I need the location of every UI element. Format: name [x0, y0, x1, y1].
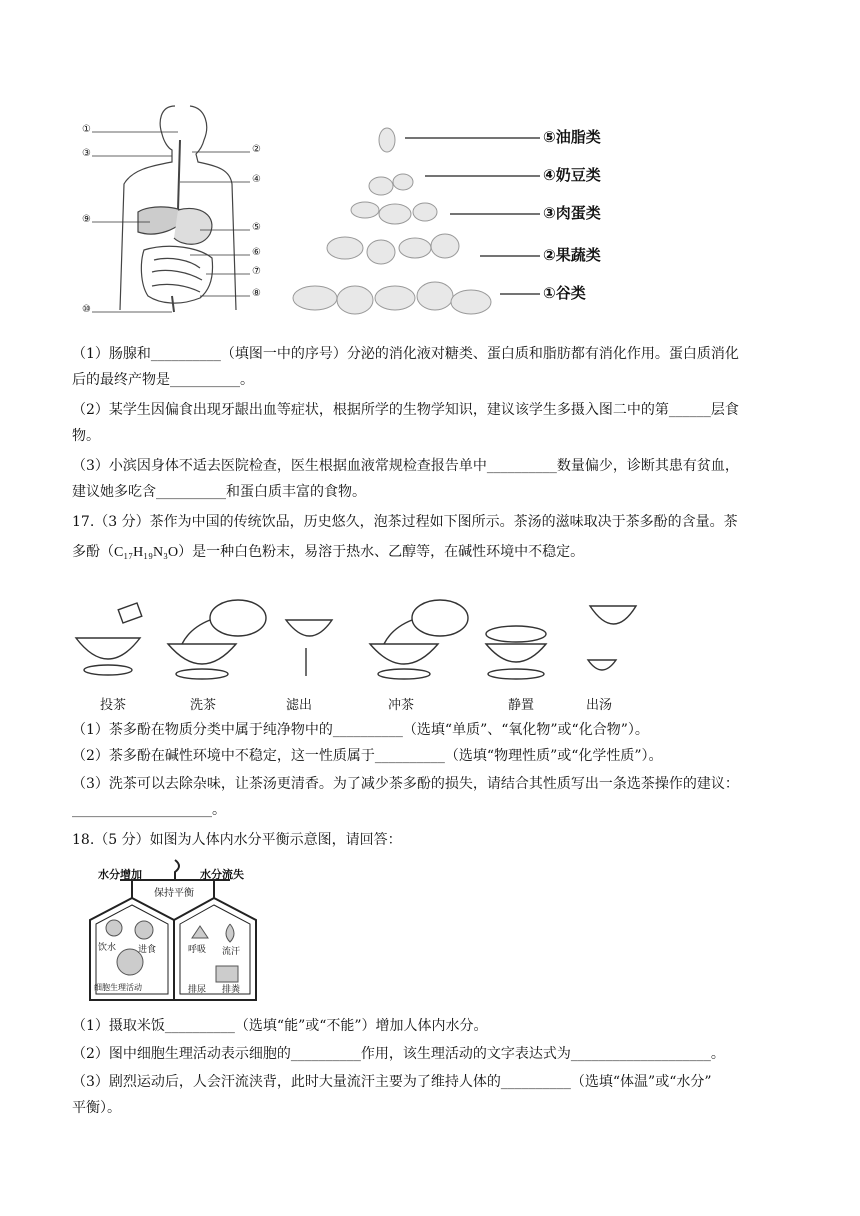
step-chong-cha: 冲茶 — [388, 698, 415, 713]
q17-intro-line2 — [72, 540, 802, 565]
step-xi-cha: 洗茶 — [190, 698, 217, 713]
diagram-center-label: 保持平衡 — [154, 888, 194, 899]
chemical-formula: C₁₇H₁₉N₃O — [114, 545, 179, 560]
q17-part3-line1: （3）洗茶可以去除杂味，让茶汤更清香。为了减少茶多酚的损失，请结合其性质写出一条选茶操作的建议： — [72, 776, 739, 792]
label-6: ⑥ — [252, 247, 261, 258]
q18-part3-line2: 平衡）。 — [72, 1100, 121, 1116]
q16-part2-line1: （2）某学生因偏食出现牙龈出血等症状，根据所学的生物学知识，建议该学生多摄入图二中的第______层食 — [72, 402, 739, 418]
label-9: ⑨ — [82, 214, 91, 225]
water-balance-diagram — [80, 858, 270, 1006]
label-10: ⑩ — [82, 304, 91, 315]
pyramid-label-2: ②果蔬类 — [543, 246, 601, 264]
diagram-left-title: 水分增加 — [98, 868, 142, 881]
diagram-feces: 排粪 — [222, 985, 241, 995]
pyramid-label-4: ④奶豆类 — [543, 166, 601, 184]
q18-part3-line1: （3）剧烈运动后，人会汗流浃背，此时大量流汗主要为了维持人体的__________（选填“体温”或“水分” — [72, 1074, 712, 1090]
q16-part3-line2: 建议她多吃含__________和蛋白质丰富的食物。 — [72, 484, 366, 500]
diagram-breath: 呼吸 — [188, 945, 207, 955]
q17-intro-line1: 17.（3 分）茶作为中国的传统饮品，历史悠久，泡茶过程如下图所示。茶汤的滋味取决于茶多酚的含量。茶 — [72, 514, 738, 530]
diagram-eat: 进食 — [138, 945, 157, 955]
step-chu-tang: 出汤 — [586, 698, 613, 713]
diagram-right-title: 水分流失 — [200, 868, 244, 881]
q17-part2: （2）茶多酚在碱性环境中不稳定，这一性质属于__________（选填“物理性质”或“化学性质”）。 — [72, 748, 663, 764]
pyramid-label-5: ⑤油脂类 — [543, 128, 601, 146]
q18-intro: 18.（5 分）如图为人体内水分平衡示意图，请回答： — [72, 832, 402, 848]
q16-part3-line1: （3）小滨因身体不适去医院检查，医生根据血液常规检查报告单中__________数量偏少，诊断其患有贫血， — [72, 458, 739, 474]
q17-part3-line2: ____________________。 — [72, 802, 226, 818]
diagram-cell-activity: 细胞生理活动 — [94, 983, 142, 992]
tea-process-illustration — [70, 588, 670, 688]
label-5: ⑤ — [252, 222, 261, 233]
q16-part2-line2: 物。 — [72, 428, 100, 444]
label-4: ④ — [252, 174, 261, 185]
label-2: ② — [252, 144, 261, 155]
label-1: ① — [82, 124, 91, 135]
label-8: ⑧ — [252, 288, 261, 299]
label-7: ⑦ — [252, 266, 261, 277]
q18-part1: （1）摄取米饭__________（选填“能”或“不能”）增加人体内水分。 — [72, 1018, 488, 1034]
q17-intro-post: ）是一种白色粉末，易溶于热水、乙醇等，在碱性环境中不稳定。 — [178, 544, 585, 560]
diagram-sweat: 流汗 — [222, 947, 241, 957]
pyramid-label-3: ③肉蛋类 — [543, 204, 601, 222]
label-3: ③ — [82, 148, 91, 159]
q17-intro-pre: 多酚（ — [72, 544, 114, 560]
q18-part2: （2）图中细胞生理活动表示细胞的__________作用，该生理活动的文字表达式为____________________。 — [72, 1046, 725, 1062]
step-lv-chu: 滤出 — [286, 698, 313, 713]
figure-food-pyramid — [285, 118, 630, 330]
q17-part1: （1）茶多酚在物质分类中属于纯净物中的__________（选填“单质”、“氧化物”或“化合物”）。 — [72, 722, 649, 738]
pyramid-label-1: ①谷类 — [543, 284, 586, 302]
step-tou-cha: 投茶 — [100, 698, 127, 713]
figure-digestive-system — [80, 100, 280, 325]
step-jing-zhi: 静置 — [508, 698, 535, 713]
diagram-drink: 饮水 — [98, 943, 117, 953]
q16-part1-line2: 后的最终产物是__________。 — [72, 372, 254, 388]
q16-part1-line1: （1）肠腺和__________（填图一中的序号）分泌的消化液对糖类、蛋白质和脂肪都有消化作用。蛋白质消化 — [72, 346, 739, 362]
diagram-urine: 排尿 — [188, 985, 207, 995]
